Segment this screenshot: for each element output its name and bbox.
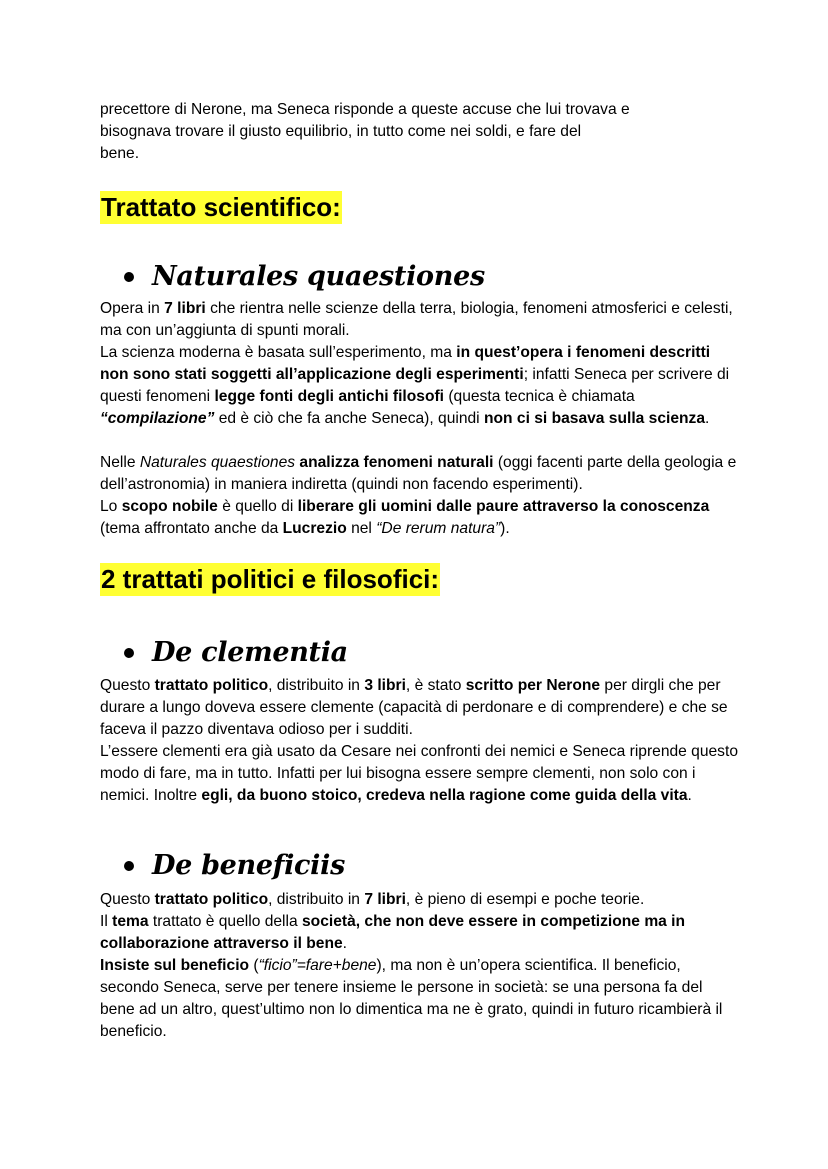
title-de-beneficiis: De beneficiis	[124, 848, 345, 884]
naturales-paragraph-1: Opera in 7 libri che rientra nelle scienze della terra, biologia, fenomeni atmosferici e celesti, ma con un’aggiunta di spunti morali.	[100, 300, 733, 339]
intro-paragraph	[100, 99, 740, 165]
beneficiis-paragraph-1: Questo trattato politico, distribuito in 7 libri, è pieno di esempi e poche teorie.	[100, 891, 645, 908]
bullet-icon	[124, 861, 134, 871]
title-de-clementia: De clementia	[124, 635, 348, 671]
bullet-icon	[124, 272, 134, 282]
clementia-paragraph-1: Questo trattato politico, distribuito in 3 libri, è stato scritto per Nerone per dirgli che per durare a lungo doveva essere clemente (capacità di perdonare e di comprendere) e che se faceva il pazzo diventava odioso per i sudditi.	[100, 677, 728, 738]
title-naturales-quaestiones: Naturales quaestiones	[124, 259, 485, 295]
naturales-paragraph-3: Nelle Naturales quaestiones analizza fenomeni naturali (oggi facenti parte della geologia e dell’astronomia) in maniera indiretta (quindi non facendo esperimenti).	[100, 454, 737, 493]
heading-trattato-scientifico: Trattato scientifico:	[101, 192, 341, 222]
bullet-icon	[124, 648, 134, 658]
intro-line-3: bene.	[100, 145, 140, 162]
beneficiis-paragraph-2: Il tema trattato è quello della società, che non deve essere in competizione ma in collaborazione attraverso il bene.	[100, 913, 686, 952]
intro-line-2: bisognava trovare il giusto equilibrio, in tutto come nei soldi, e fare del	[100, 123, 582, 140]
heading-trattati-politici: 2 trattati politici e filosofici:	[101, 564, 440, 594]
naturales-paragraph-4: Lo scopo nobile è quello di liberare gli uomini dalle paure attraverso la conoscenza (tema affrontato anche da Lucrezio nel “De rerum natura”).	[100, 498, 710, 537]
beneficiis-paragraph-3: Insiste sul beneficio (“ficio”=fare+bene), ma non è un’opera scientifica. Il beneficio, secondo Seneca, serve per tenere insieme le persone in società: se una persona fa del bene ad un altro, quest’ultimo non lo dimentica ma ne è grato, quindi in futuro ricambierà il beneficio.	[100, 957, 723, 1040]
clementia-paragraph-2: L’essere clementi era già usato da Cesare nei confronti dei nemici e Seneca riprende questo modo di fare, ma in tutto. Infatti per lui bisogna essere sempre clementi, non solo con i nemici. Inoltre egli, da buono stoico, credeva nella ragione come guida della vita.	[100, 743, 738, 804]
naturales-paragraph-2: La scienza moderna è basata sull’esperimento, ma in quest’opera i fenomeni descritti non sono stati soggetti all’applicazione degli esperimenti; infatti Seneca per scrivere di questi fenomeni legge fonti degli antichi filosofi (questa tecnica è chiamata “compilazione” ed è ciò che fa anche Seneca), quindi non ci si basava sulla scienza.	[100, 344, 730, 427]
intro-line-1: precettore di Nerone, ma Seneca risponde a queste accuse che lui trovava e	[100, 101, 630, 118]
